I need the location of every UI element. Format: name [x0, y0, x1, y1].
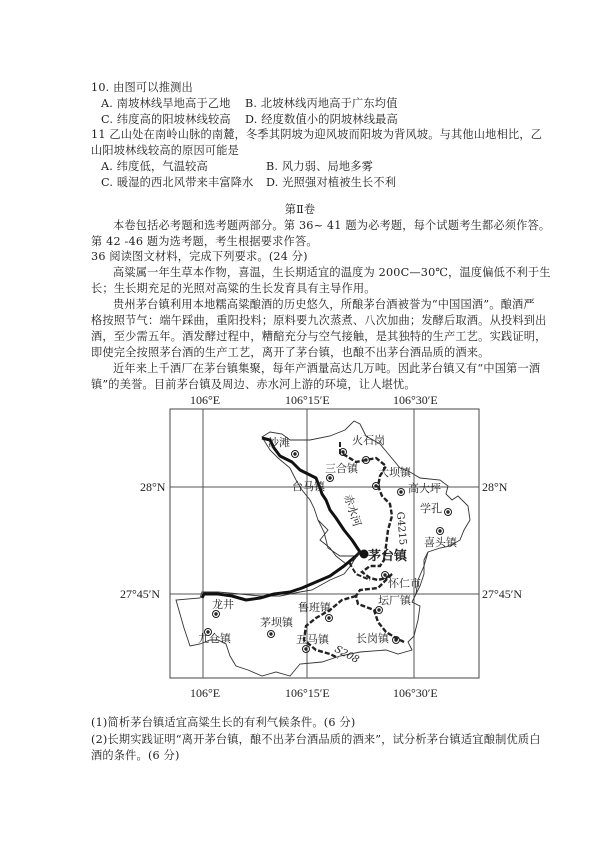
lon-label-bottom: 106°E	[190, 686, 221, 700]
town-label: 大坝镇	[378, 466, 411, 479]
q36-paragraph-line: 酒，至少需五年。酒发酵过程中，糟醅充分与空气接触，是其独特的生产工艺。实践证明，	[91, 330, 547, 343]
lon-label-top: 106°E	[190, 393, 221, 407]
town-label: 鲁班镇	[298, 601, 331, 614]
q10-option-a: A. 南坡林线旱地高于乙地	[101, 97, 231, 110]
q36-paragraph-line: 长；生长期充足的光照对高粱的生长发育具有主导作用。	[91, 282, 376, 295]
lat-label-left: 28°N	[140, 480, 166, 494]
lon-label-top: 106°15′E	[285, 393, 330, 407]
q10-stem: 10. 由图可以推测出	[91, 81, 193, 94]
q10-option-c: C. 纬度高的阳坡林线较高	[101, 113, 231, 126]
q11-option-a: A. 纬度低，气温较高	[101, 160, 208, 173]
section-intro-line1: 本卷包括必考题和选考题两部分。第 36~ 41 题为必考题，每个试题考生都必须作答。	[113, 219, 551, 232]
town-label: 龙井	[212, 598, 234, 611]
q10-option-d: D. 经度数值小的阴坡林线最高	[245, 113, 398, 126]
lon-label-bottom: 106°15′E	[285, 686, 330, 700]
road-label-g4215: G4215	[394, 511, 408, 546]
town-label: 学孔	[420, 502, 442, 515]
q36-paragraph-line: 镇”的美誉。目前茅台镇及周边、赤水河上游的环境，让人堪忧。	[91, 378, 416, 391]
q36-sub-question-2-cont: 酒的条件。(6 分)	[91, 749, 180, 762]
lat-label-right: 28°N	[482, 480, 508, 494]
river-label: 赤水河	[341, 492, 364, 529]
q36-stem: 36 阅读图文材料，完成下列要求。(24 分)	[91, 250, 308, 263]
maotai-town-label: 茅台镇	[368, 549, 408, 564]
q11-option-b: B. 风力弱、局地多雾	[266, 160, 374, 173]
town-label: 三合镇	[325, 462, 358, 475]
q11-stem-line2: 山阳坡林线较高的原因可能是	[91, 144, 240, 157]
town-label: 高大坪	[408, 482, 441, 495]
q11-option-c: C. 暖湿的西北风带来丰富降水	[101, 176, 254, 189]
q36-paragraph-line: 格按照节气：端午踩曲，重阳投料；原料要九次蒸煮、八次加曲；发酵后取酒。从投料到出	[91, 314, 547, 327]
q11-stem-line1: 11 乙山处在南岭山脉的南麓，冬季其阴坡为迎风坡而阳坡为背风坡。与其他山地相比，乙	[91, 128, 543, 141]
town-label: 五马镇	[296, 633, 329, 646]
lat-label-left: 27°45′N	[120, 587, 161, 601]
town-label: 长岗镇	[356, 632, 389, 645]
q10-option-b: B. 北坡林线丙地高于广东均值	[245, 97, 398, 110]
section-intro-line2: 第 42 -46 题为选考题，考生根据要求作答。	[91, 235, 318, 248]
lon-label-top: 106°30′E	[393, 393, 438, 407]
q36-sub-question-1: (1)简析茅台镇适宜高粱生长的有利气候条件。(6 分)	[91, 716, 356, 729]
town-label: 火石岗	[352, 434, 385, 447]
town-label: 喜头镇	[424, 536, 457, 549]
town-label: 沙滩	[268, 436, 290, 449]
road-label-s208: S208	[332, 643, 361, 666]
town-label: 怀仁市	[388, 577, 421, 590]
q36-paragraph-line: 贵州茅台镇利用本地糯高粱酿酒的历史悠久，所酿茅台酒被誉为“中国国酒”。酿酒严	[113, 298, 535, 311]
q36-sub-question-2: (2)长期实践证明“离开茅台镇，酿不出茅台酒品质的酒来”，试分析茅台镇适宜酿制优质白	[91, 733, 541, 746]
q36-paragraph-line: 即使完全按照茅台酒的生产工艺，离开了茅台镇，也酿不出茅台酒品质的酒来。	[91, 346, 490, 359]
lat-label-right: 27°45′N	[482, 587, 523, 601]
q36-paragraph-line: 高粱属一年生草本作物，喜温，生长期适宜的温度为 200C—30℃，温度偏低不利于生	[113, 266, 551, 279]
section-title: 第Ⅱ卷	[284, 203, 316, 216]
town-label: 九仓镇	[198, 632, 231, 645]
lon-label-bottom: 106°30′E	[393, 686, 438, 700]
town-label: 台马镇	[292, 480, 325, 493]
town-label: 坛厂镇	[378, 594, 411, 607]
q36-paragraph-line: 近年来上千酒厂在茅台镇集聚，每年产酒量高达几万吨。因此茅台镇又有“中国第一酒	[113, 362, 541, 375]
town-label: 茅坝镇	[260, 616, 293, 629]
q11-option-d: D. 光照强对植被生长不利	[266, 176, 397, 189]
